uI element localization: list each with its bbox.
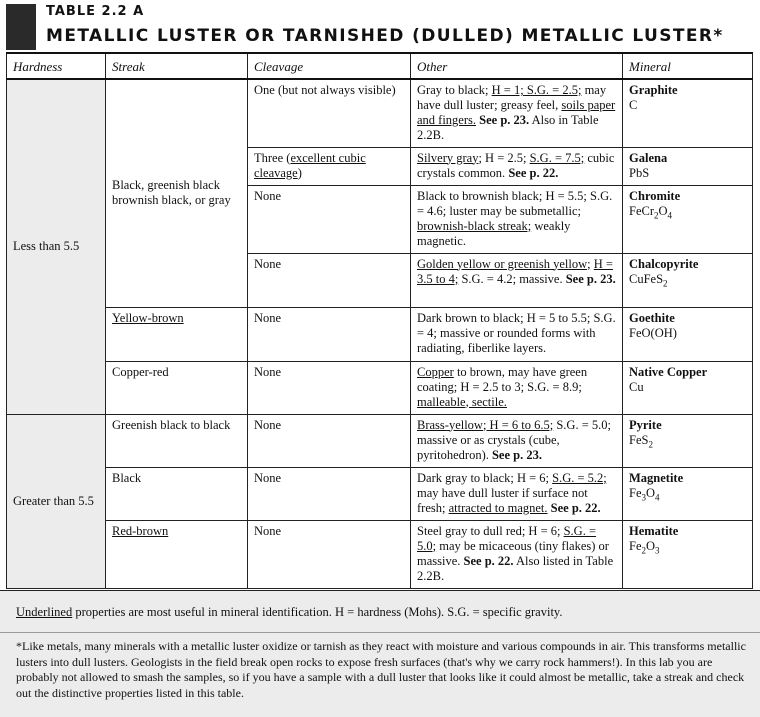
mineral-formula: CuFeS$_2$	[629, 271, 668, 288]
cleavage-cell: None	[248, 185, 411, 253]
mineral-cell	[623, 467, 753, 520]
footnote-text: *Like metals, many minerals with a metallic luster oxidize or tarnish as they react with moisture and various compounds in air. This transforms metallic lusters into dull lusters. Geologists in the field break open rocks to expose fresh surfaces (that's why we carry rock hammers!). In this lab you are probably not allowed to smash the samples, so if you have a sample with a dull luster that looks like it could almost be metallic, take a streak and check out the distinctive properties listed in this table.	[16, 639, 746, 700]
mineral-name: Native Copper	[629, 364, 708, 379]
streak-black-group: Black, greenish black brownish black, or gray	[106, 79, 248, 307]
cleavage-cell: Three (excellent cubic cleavage)	[248, 147, 411, 185]
other-cell: Black to brownish black; H = 5.5; S.G. = 4.6; luster may be submetallic; brownish-black streak; weakly magnetic.	[411, 185, 623, 253]
other-cell: Gray to black; H = 1; S.G. = 2.5; may have dull luster; greasy feel, soils paper and fingers. See p. 23. Also in Table 2.2B.	[411, 79, 623, 147]
table-row	[7, 79, 753, 147]
mineral-cell	[623, 253, 753, 307]
mineral-cell	[623, 185, 753, 253]
other-cell: Dark brown to black; H = 5 to 5.5; S.G. = 4; massive or rounded forms with radiating, fiberlike layers.	[411, 307, 623, 361]
table-row	[7, 307, 753, 361]
mineral-name: Galena	[629, 150, 668, 165]
cleavage-cell: None	[248, 307, 411, 361]
mineral-cell	[623, 79, 753, 147]
mineral-formula: FeS$_2$	[629, 432, 653, 449]
mineral-name: Chalcopyrite	[629, 256, 699, 271]
table-row	[7, 520, 753, 588]
streak-cell: Red-brown	[106, 520, 248, 588]
other-cell: Copper to brown, may have green coating; H = 2.5 to 3; S.G. = 8.9; malleable, sectile.	[411, 361, 623, 414]
mineral-cell	[623, 414, 753, 467]
cleavage-cell: None	[248, 520, 411, 588]
table-row	[7, 414, 753, 467]
other-cell: Brass-yellow; H = 6 to 6.5; S.G. = 5.0; massive or as crystals (cube, pyritohedron). See p. 23.	[411, 414, 623, 467]
hardness-less: Less than 5.5	[7, 79, 106, 414]
mineral-name: Chromite	[629, 188, 681, 203]
mineral-cell	[623, 147, 753, 185]
mineral-formula: PbS	[629, 165, 650, 180]
col-cleavage: Cleavage	[248, 53, 411, 79]
table-row	[7, 467, 753, 520]
table-title: METALLIC LUSTER OR TARNISHED (DULLED) METALLIC LUSTER*	[46, 26, 724, 46]
col-streak: Streak	[106, 53, 248, 79]
mineral-formula: $FeCr_2O_4$	[629, 203, 673, 220]
table-row	[7, 361, 753, 414]
mineral-name: Graphite	[629, 83, 678, 97]
table-header	[0, 0, 760, 52]
underline-note-text: Underlined properties are most useful in mineral identification. H = hardness (Mohs). S.G. = specific gravity.	[16, 605, 563, 619]
col-hardness: Hardness	[7, 53, 106, 79]
cleavage-cell: None	[248, 361, 411, 414]
col-other: Other	[411, 53, 623, 79]
table-number: TABLE 2.2 A	[46, 4, 145, 19]
mineral-formula: FeO(OH)	[629, 325, 677, 340]
mineral-cell	[623, 307, 753, 361]
mineral-name: Hematite	[629, 523, 679, 538]
mineral-name: Magnetite	[629, 470, 684, 485]
mineral-formula: $Fe_2O_3$	[629, 538, 660, 555]
cleavage-cell: One (but not always visible)	[248, 79, 411, 147]
streak-cell: Black	[106, 467, 248, 520]
footnote	[0, 632, 760, 717]
mineral-formula: Cu	[629, 379, 644, 394]
mineral-name: Goethite	[629, 310, 675, 325]
other-cell: Silvery gray; H = 2.5; S.G. = 7.5; cubic crystals common. See p. 22.	[411, 147, 623, 185]
mineral-name: Pyrite	[629, 417, 662, 432]
header-block	[6, 4, 36, 50]
other-cell: Steel gray to dull red; H = 6; S.G. = 5.0; may be micaceous (tiny flakes) or massive. See p. 22. Also listed in Table 2.2B.	[411, 520, 623, 588]
cleavage-cell: None	[248, 414, 411, 467]
hardness-greater: Greater than 5.5	[7, 414, 106, 588]
streak-cell: Yellow-brown	[106, 307, 248, 361]
streak-cell: Greenish black to black	[106, 414, 248, 467]
other-cell: Dark gray to black; H = 6; S.G. = 5.2; may have dull luster if surface not fresh; attracted to magnet. See p. 22.	[411, 467, 623, 520]
other-cell: Golden yellow or greenish yellow; H = 3.5 to 4; S.G. = 4.2; massive. See p. 23.	[411, 253, 623, 307]
cleavage-cell: None	[248, 253, 411, 307]
col-mineral: Mineral	[623, 53, 753, 79]
streak-cell: Copper-red	[106, 361, 248, 414]
cleavage-cell: None	[248, 467, 411, 520]
column-header-row	[7, 53, 753, 79]
mineral-cell	[623, 520, 753, 588]
mineral-formula: C	[629, 98, 638, 112]
mineral-cell	[623, 361, 753, 414]
underline-note	[0, 590, 760, 633]
mineral-formula: $Fe_3O_4$	[629, 485, 660, 502]
mineral-table	[6, 52, 753, 589]
